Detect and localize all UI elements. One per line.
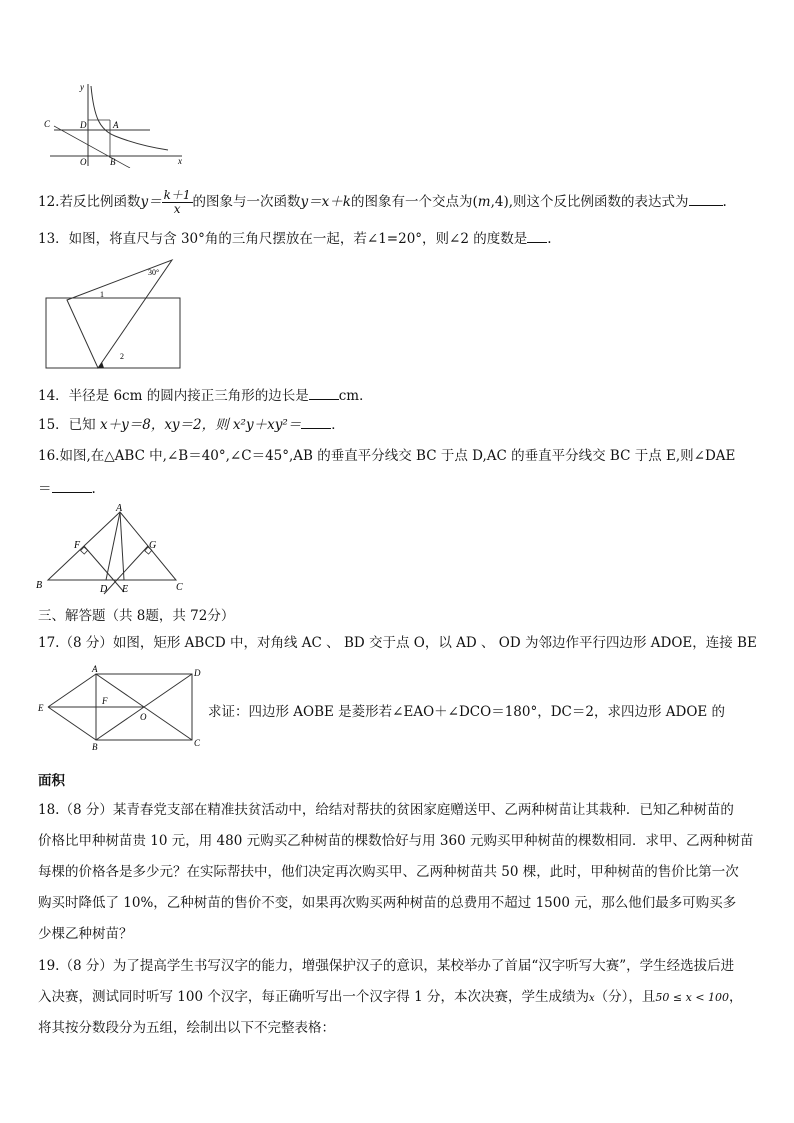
ruler-triangle-figure [40, 256, 190, 371]
label-o: O [140, 712, 147, 722]
label-b: B [92, 742, 98, 752]
fraction: $\frac{k+1}{x}$ [163, 188, 191, 216]
label-f: F [74, 540, 81, 551]
hyperbola-curve [91, 86, 168, 150]
ruler [46, 298, 180, 368]
label-g: G [149, 540, 157, 551]
label-b: B [36, 580, 43, 591]
question-19-line-2: 入决赛，测试同时听写 100 个汉字，每正确听写出一个汉字得 1 分，本次决赛，学生成绩为x（分），且50 ≤ x < 100， [38, 989, 743, 1005]
question-16-line-2: ＝ . [38, 478, 96, 499]
label-d: D [80, 120, 87, 130]
segment-ea [48, 674, 96, 707]
question-19-line-3: 将其按分数段分为五组，绘制出以下不完整表格： [38, 1020, 335, 1036]
question-16-line-1: 16.如图,在△ABC 中,∠B＝40°,∠C＝45°,AB 的垂直平分线交 BC 于点 D,AC 的垂直平分线交 BC 于点 E,则∠DAE [38, 448, 736, 464]
label-angle-2: 2 [120, 352, 124, 361]
label-c: C [194, 738, 201, 748]
question-18-line-1: 18.（8 分）某青春党支部在精准扶贫活动中，给结对帮扶的贫困家庭赠送甲、乙两种树苗让其栽种．已知乙种树苗的 [38, 802, 734, 818]
answer-blank[interactable] [301, 414, 331, 429]
question-13: 13．如图，将直尺与含 30°角的三角尺摆放在一起，若∠1=20°，则∠2 的度数是 . [38, 228, 552, 249]
question-14: 14．半径是 6cm 的圆内接正三角形的边长是 cm． [38, 385, 373, 406]
label-d: D [100, 584, 108, 595]
answer-blank[interactable] [527, 228, 547, 243]
question-17-line-1: 17.（8 分）如图，矩形 ABCD 中，对角线 AC 、 BD 交于点 O，以 AD 、 OD 为邻边作平行四边形 ADOE，连接 BE [38, 635, 757, 651]
question-12: 12.若反比例函数y＝ $\frac{k+1}{x}$ 的图象与一次函数y＝x＋k的图象有一个交点为(m,4),则这个反比例函数的表达式为 . [38, 188, 727, 216]
question-18-line-5: 少棵乙种树苗？ [38, 926, 133, 942]
question-15: 15．已知 x＋y＝8，xy＝2，则 x²y＋xy²＝ ． [38, 414, 345, 435]
label-30deg: 30° [148, 268, 160, 277]
hyperbola-figure [40, 78, 190, 168]
label-e: E [38, 703, 44, 713]
segment-ad [106, 512, 120, 580]
label-d: D [194, 668, 201, 678]
label-e: E [122, 584, 129, 595]
line-cb [54, 126, 130, 168]
label-angle-1: 1 [100, 290, 104, 299]
answer-blank[interactable] [52, 478, 92, 493]
label-a: A [92, 664, 98, 674]
label-y: y [80, 82, 84, 92]
question-18-line-2: 价格比甲种树苗贵 10 元，用 480 元购买乙种树苗的棵数恰好与用 360 元购买甲种树苗的棵数相同．求甲、乙两种树苗 [38, 833, 754, 849]
triangle-abc [48, 512, 176, 580]
label-c: C [176, 582, 183, 593]
answer-blank[interactable] [309, 385, 339, 400]
section-3-title: 三、解答题（共 8题，共 72分） [38, 608, 235, 624]
label-a: A [113, 120, 119, 130]
label-x: x [178, 156, 182, 166]
label-a: A [116, 503, 123, 514]
question-17-line-2: 求证：四边形 AOBE 是菱形若∠EAO＋∠DCO＝180°，DC＝2，求四边形 ADOE 的 [208, 704, 726, 720]
question-19-line-1: 19.（8 分）为了提高学生书写汉字的能力，增强保护汉子的意识，某校举办了首届“汉字听写大赛”，学生经选拔后进 [38, 958, 735, 974]
triangle-abc-figure [34, 502, 194, 597]
question-18-line-3: 每棵的价格各是多少元？在实际帮扶中，他们决定再次购买甲、乙两种树苗共 50 棵，此时，甲种树苗的售价比第一次 [38, 864, 739, 880]
question-18-line-4: 购买时降低了 10%，乙种树苗的售价不变，如果再次购买两种树苗的总费用不超过 1500 元，那么他们最多可购买多 [38, 895, 737, 911]
segment-eb [48, 707, 96, 740]
rectangle-abcd-figure [36, 664, 208, 754]
answer-blank[interactable] [689, 191, 723, 206]
label-c: C [44, 119, 51, 129]
question-17-line-3: 面积 [38, 773, 65, 789]
label-b: B [110, 157, 116, 167]
label-o: O [80, 157, 87, 167]
label-f: F [102, 696, 108, 706]
segment-ae [120, 512, 124, 580]
